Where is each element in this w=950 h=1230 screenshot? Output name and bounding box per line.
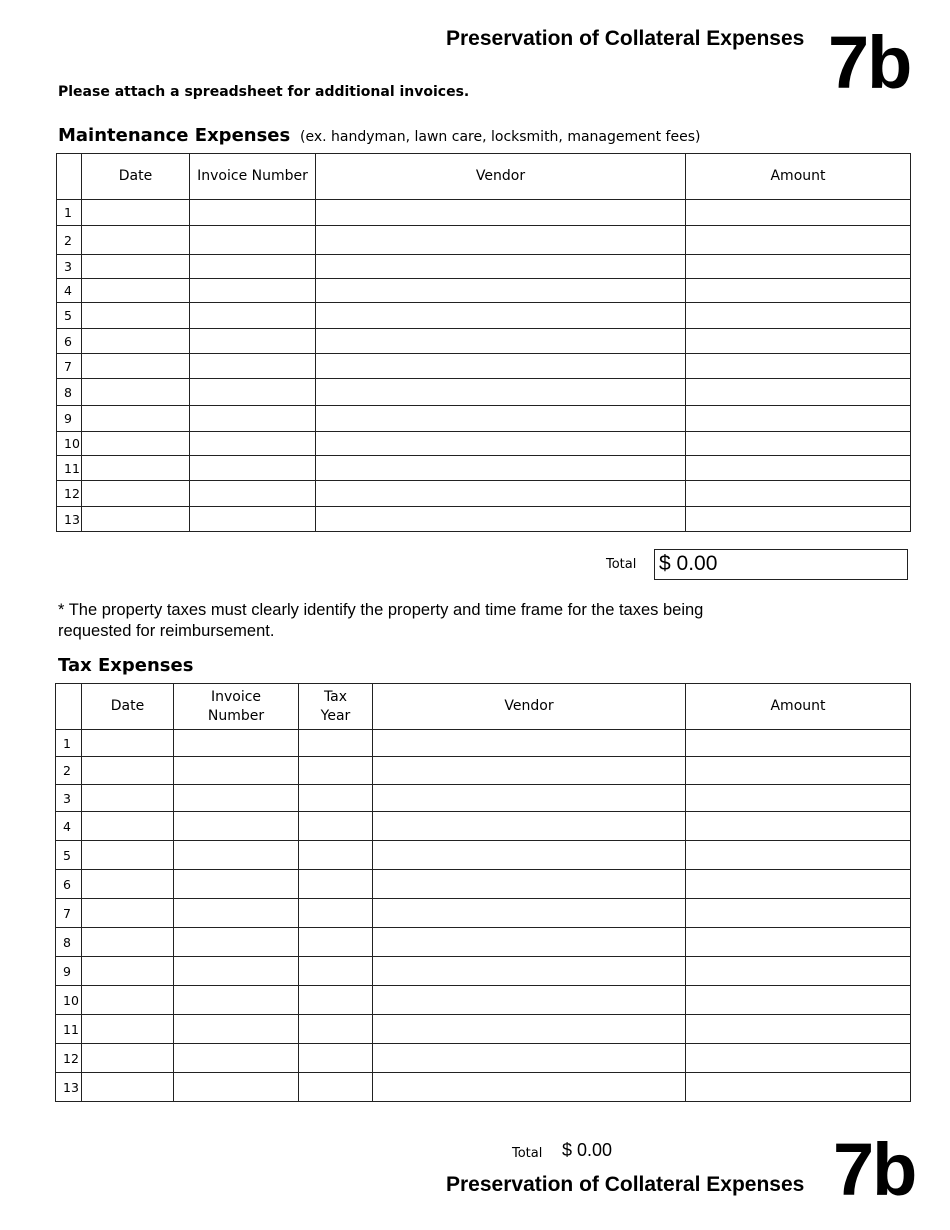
maintenance-input-cell[interactable] <box>316 481 686 507</box>
maintenance-input-cell[interactable] <box>82 279 190 303</box>
tax-table-row <box>56 870 911 899</box>
maintenance-input-cell[interactable] <box>82 303 190 329</box>
tax-row-number: 5 <box>56 841 82 870</box>
tax-input-cell[interactable] <box>174 957 299 986</box>
maintenance-row-number: 3 <box>57 255 82 279</box>
tax-input-cell[interactable] <box>299 986 373 1015</box>
tax-input-cell[interactable] <box>373 870 686 899</box>
tax-input-cell[interactable] <box>82 785 174 812</box>
tax-table-row <box>56 812 911 841</box>
maintenance-table-row <box>57 507 911 532</box>
tax-row-number: 11 <box>56 1015 82 1044</box>
maintenance-input-cell[interactable] <box>316 406 686 432</box>
form-code: 7b <box>828 21 911 104</box>
tax-input-cell[interactable] <box>82 1044 174 1073</box>
tax-input-cell[interactable] <box>82 899 174 928</box>
maintenance-table-row <box>57 303 911 329</box>
maintenance-input-cell[interactable] <box>686 432 911 456</box>
maintenance-input-cell[interactable] <box>686 379 911 406</box>
tax-input-cell[interactable] <box>686 757 911 785</box>
maintenance-input-cell[interactable] <box>190 406 316 432</box>
footer-form-code: 7b <box>833 1128 916 1211</box>
maintenance-input-cell[interactable] <box>316 279 686 303</box>
maintenance-input-cell[interactable] <box>316 354 686 379</box>
maintenance-input-cell[interactable] <box>82 406 190 432</box>
tax-input-cell[interactable] <box>373 1073 686 1102</box>
maintenance-total-label: Total <box>606 557 637 572</box>
tax-input-cell[interactable] <box>174 870 299 899</box>
maintenance-table-row <box>57 329 911 354</box>
maintenance-input-cell[interactable] <box>686 279 911 303</box>
tax-table-row <box>56 957 911 986</box>
maintenance-table-row <box>57 456 911 481</box>
tax-input-cell[interactable] <box>174 899 299 928</box>
tax-input-cell[interactable] <box>686 730 911 757</box>
maintenance-input-cell[interactable] <box>190 329 316 354</box>
maintenance-input-cell[interactable] <box>686 481 911 507</box>
tax-input-cell[interactable] <box>174 785 299 812</box>
maintenance-input-cell[interactable] <box>686 406 911 432</box>
maintenance-row-number: 7 <box>57 354 82 379</box>
maintenance-section-title: Maintenance Expenses <box>58 125 291 146</box>
tax-input-cell[interactable] <box>174 1073 299 1102</box>
tax-col-invoice-number-label: Invoice Number <box>207 688 265 724</box>
maintenance-input-cell[interactable] <box>316 432 686 456</box>
tax-input-cell[interactable] <box>82 928 174 957</box>
tax-input-cell[interactable] <box>373 812 686 841</box>
tax-row-number: 2 <box>56 757 82 785</box>
tax-col-date: Date <box>82 684 174 730</box>
maintenance-table-row <box>57 226 911 255</box>
tax-input-cell[interactable] <box>373 841 686 870</box>
maintenance-table-row <box>57 379 911 406</box>
tax-input-cell[interactable] <box>82 1073 174 1102</box>
maintenance-input-cell[interactable] <box>82 456 190 481</box>
maintenance-input-cell[interactable] <box>686 354 911 379</box>
tax-table <box>55 683 911 1102</box>
tax-input-cell[interactable] <box>686 986 911 1015</box>
tax-input-cell[interactable] <box>299 870 373 899</box>
tax-input-cell[interactable] <box>174 841 299 870</box>
tax-col-tax-year <box>299 684 373 730</box>
maintenance-col-invoice-number: Invoice Number <box>190 154 316 200</box>
tax-row-number: 13 <box>56 1073 82 1102</box>
tax-input-cell[interactable] <box>82 841 174 870</box>
tax-row-number: 7 <box>56 899 82 928</box>
tax-input-cell[interactable] <box>373 928 686 957</box>
maintenance-row-number: 11 <box>57 456 82 481</box>
tax-input-cell[interactable] <box>299 812 373 841</box>
maintenance-input-cell[interactable] <box>82 329 190 354</box>
maintenance-input-cell[interactable] <box>686 303 911 329</box>
tax-input-cell[interactable] <box>299 785 373 812</box>
maintenance-input-cell[interactable] <box>190 200 316 226</box>
tax-row-number: 3 <box>56 785 82 812</box>
tax-input-cell[interactable] <box>373 757 686 785</box>
maintenance-row-number: 2 <box>57 226 82 255</box>
maintenance-input-cell[interactable] <box>82 255 190 279</box>
maintenance-input-cell[interactable] <box>316 255 686 279</box>
tax-input-cell[interactable] <box>299 928 373 957</box>
tax-input-cell[interactable] <box>373 899 686 928</box>
tax-input-cell[interactable] <box>174 986 299 1015</box>
tax-input-cell[interactable] <box>174 730 299 757</box>
tax-input-cell[interactable] <box>686 841 911 870</box>
tax-input-cell[interactable] <box>686 957 911 986</box>
tax-col-index <box>56 684 82 730</box>
tax-input-cell[interactable] <box>82 757 174 785</box>
tax-input-cell[interactable] <box>373 986 686 1015</box>
tax-table-row <box>56 899 911 928</box>
maintenance-input-cell[interactable] <box>316 200 686 226</box>
maintenance-input-cell[interactable] <box>686 226 911 255</box>
page-title: Preservation of Collateral Expenses <box>446 27 805 50</box>
tax-requirement-note: * The property taxes must clearly identify the property and time frame for the taxes being requested for reimbursement. <box>58 601 704 640</box>
maintenance-row-number: 13 <box>57 507 82 532</box>
tax-row-number: 1 <box>56 730 82 757</box>
maintenance-input-cell[interactable] <box>686 456 911 481</box>
tax-col-vendor: Vendor <box>373 684 686 730</box>
maintenance-input-cell[interactable] <box>190 432 316 456</box>
maintenance-input-cell[interactable] <box>82 481 190 507</box>
maintenance-row-number: 9 <box>57 406 82 432</box>
tax-input-cell[interactable] <box>686 899 911 928</box>
maintenance-input-cell[interactable] <box>190 226 316 255</box>
tax-input-cell[interactable] <box>174 1015 299 1044</box>
tax-input-cell[interactable] <box>686 812 911 841</box>
tax-input-cell[interactable] <box>174 757 299 785</box>
maintenance-input-cell[interactable] <box>190 379 316 406</box>
tax-col-amount: Amount <box>686 684 911 730</box>
maintenance-row-number: 10 <box>57 432 82 456</box>
tax-col-tax-year-label: Tax Year <box>320 688 351 724</box>
tax-input-cell[interactable] <box>82 812 174 841</box>
tax-input-cell[interactable] <box>373 785 686 812</box>
tax-input-cell[interactable] <box>82 870 174 899</box>
maintenance-col-amount: Amount <box>686 154 911 200</box>
tax-row-number: 9 <box>56 957 82 986</box>
tax-table-row <box>56 1044 911 1073</box>
maintenance-table-row <box>57 406 911 432</box>
tax-table-row <box>56 841 911 870</box>
tax-table-row <box>56 730 911 757</box>
tax-input-cell[interactable] <box>174 1044 299 1073</box>
maintenance-row-number: 12 <box>57 481 82 507</box>
maintenance-input-cell[interactable] <box>190 456 316 481</box>
tax-input-cell[interactable] <box>373 1044 686 1073</box>
tax-table-row <box>56 928 911 957</box>
tax-input-cell[interactable] <box>299 1015 373 1044</box>
maintenance-input-cell[interactable] <box>686 200 911 226</box>
tax-total-value[interactable]: $ 0.00 <box>562 1140 613 1160</box>
tax-table-row <box>56 757 911 785</box>
maintenance-table-row <box>57 200 911 226</box>
maintenance-table-row <box>57 432 911 456</box>
tax-col-invoice-number <box>174 684 299 730</box>
maintenance-table-row <box>57 255 911 279</box>
tax-input-cell[interactable] <box>82 986 174 1015</box>
maintenance-row-number: 1 <box>57 200 82 226</box>
maintenance-input-cell[interactable] <box>686 329 911 354</box>
tax-input-cell[interactable] <box>373 1015 686 1044</box>
maintenance-input-cell[interactable] <box>190 354 316 379</box>
tax-row-number: 6 <box>56 870 82 899</box>
tax-input-cell[interactable] <box>686 785 911 812</box>
maintenance-input-cell[interactable] <box>82 432 190 456</box>
tax-row-number: 10 <box>56 986 82 1015</box>
tax-section-title: Tax Expenses <box>58 655 194 676</box>
tax-table-row <box>56 785 911 812</box>
tax-input-cell[interactable] <box>299 899 373 928</box>
tax-input-cell[interactable] <box>299 957 373 986</box>
attachment-note: Please attach a spreadsheet for additional invoices. <box>58 84 470 100</box>
tax-input-cell[interactable] <box>174 812 299 841</box>
tax-row-number: 12 <box>56 1044 82 1073</box>
tax-row-number: 8 <box>56 928 82 957</box>
maintenance-col-date: Date <box>82 154 190 200</box>
maintenance-table <box>56 153 911 532</box>
maintenance-input-cell[interactable] <box>82 200 190 226</box>
tax-input-cell[interactable] <box>299 841 373 870</box>
tax-input-cell[interactable] <box>299 757 373 785</box>
maintenance-row-number: 4 <box>57 279 82 303</box>
maintenance-input-cell[interactable] <box>190 481 316 507</box>
tax-input-cell[interactable] <box>299 1073 373 1102</box>
maintenance-input-cell[interactable] <box>316 329 686 354</box>
maintenance-table-row <box>57 354 911 379</box>
tax-input-cell[interactable] <box>373 730 686 757</box>
maintenance-input-cell[interactable] <box>316 456 686 481</box>
tax-input-cell[interactable] <box>82 730 174 757</box>
maintenance-row-number: 6 <box>57 329 82 354</box>
tax-input-cell[interactable] <box>686 870 911 899</box>
maintenance-input-cell[interactable] <box>190 255 316 279</box>
maintenance-input-cell[interactable] <box>82 354 190 379</box>
tax-header-row <box>56 684 911 730</box>
maintenance-input-cell[interactable] <box>316 379 686 406</box>
maintenance-col-vendor: Vendor <box>316 154 686 200</box>
tax-input-cell[interactable] <box>686 1044 911 1073</box>
tax-input-cell[interactable] <box>686 1073 911 1102</box>
tax-total-label: Total <box>512 1146 543 1161</box>
tax-table-row <box>56 986 911 1015</box>
maintenance-input-cell[interactable] <box>686 255 911 279</box>
maintenance-input-cell[interactable] <box>82 507 190 532</box>
maintenance-input-cell[interactable] <box>316 507 686 532</box>
tax-input-cell[interactable] <box>82 957 174 986</box>
tax-input-cell[interactable] <box>174 928 299 957</box>
maintenance-input-cell[interactable] <box>190 507 316 532</box>
maintenance-col-index <box>57 154 82 200</box>
maintenance-section-subtitle: (ex. handyman, lawn care, locksmith, management fees) <box>300 129 701 145</box>
footer-title: Preservation of Collateral Expenses <box>446 1173 805 1196</box>
tax-input-cell[interactable] <box>373 957 686 986</box>
maintenance-input-cell[interactable] <box>190 279 316 303</box>
tax-input-cell[interactable] <box>299 1044 373 1073</box>
maintenance-row-number: 5 <box>57 303 82 329</box>
maintenance-table-row <box>57 279 911 303</box>
maintenance-row-number: 8 <box>57 379 82 406</box>
maintenance-total-field[interactable]: $ 0.00 <box>654 549 908 580</box>
tax-table-row <box>56 1073 911 1102</box>
tax-table-row <box>56 1015 911 1044</box>
tax-row-number: 4 <box>56 812 82 841</box>
tax-input-cell[interactable] <box>686 928 911 957</box>
tax-input-cell[interactable] <box>299 730 373 757</box>
maintenance-input-cell[interactable] <box>316 303 686 329</box>
maintenance-header-row <box>57 154 911 200</box>
maintenance-input-cell[interactable] <box>686 507 911 532</box>
maintenance-input-cell[interactable] <box>190 303 316 329</box>
maintenance-input-cell[interactable] <box>316 226 686 255</box>
maintenance-input-cell[interactable] <box>82 226 190 255</box>
tax-input-cell[interactable] <box>82 1015 174 1044</box>
tax-input-cell[interactable] <box>686 1015 911 1044</box>
maintenance-table-row <box>57 481 911 507</box>
maintenance-input-cell[interactable] <box>82 379 190 406</box>
